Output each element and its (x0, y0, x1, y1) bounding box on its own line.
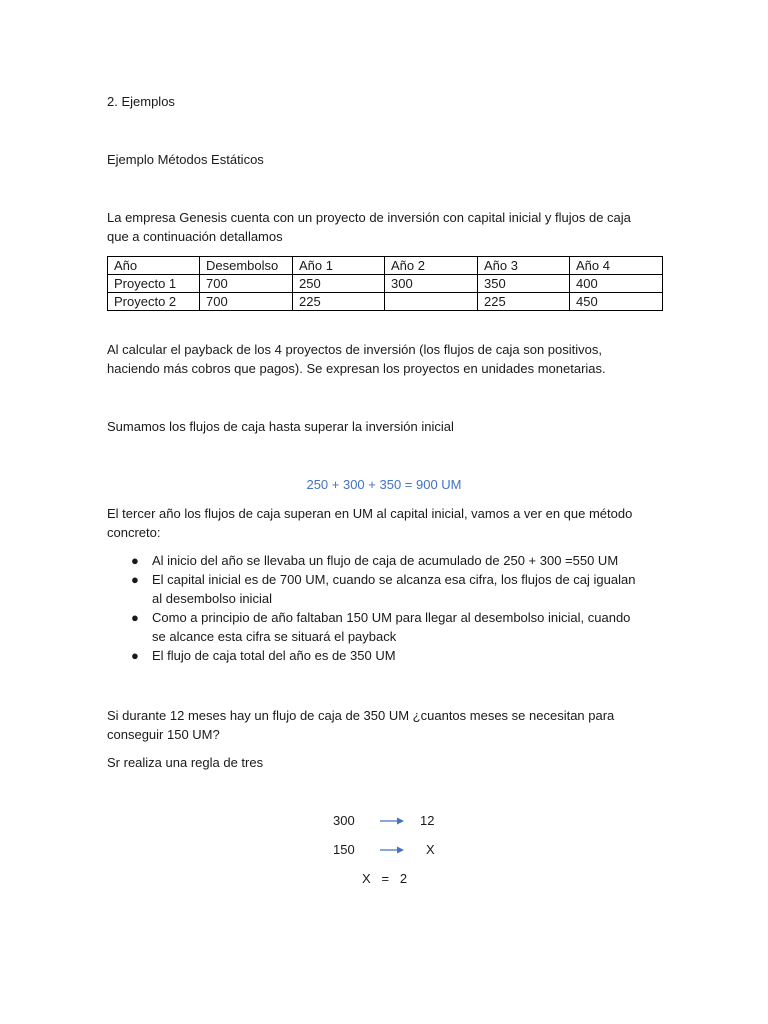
table-cell: 225 (293, 293, 385, 311)
table-cell: 450 (570, 293, 663, 311)
table-cell: 400 (570, 275, 663, 293)
list-item-text: Como a principio de año faltaban 150 UM para llegar al desembolso inicial, cuando se alcance esta cifra se situará el payback (152, 610, 631, 644)
rule-left-value: 300 (333, 813, 355, 828)
list-item-text: El capital inicial es de 700 UM, cuando se alcanza esa cifra, los flujos de caj igualan al desembolso inicial (152, 572, 636, 606)
rule-result: X = 2 (362, 871, 408, 886)
list-item-text: Al inicio del año se llevaba un flujo de caja de acumulado de 250 + 300 =550 UM (152, 553, 619, 568)
table-cell: 225 (478, 293, 570, 311)
list-item (107, 551, 647, 570)
rule-row-2 (0, 840, 768, 860)
rule-right-value: 12 (420, 813, 435, 828)
table-header-cell: Año (108, 257, 200, 275)
table-row (108, 293, 663, 311)
list-item-text: El flujo de caja total del año es de 350 UM (152, 648, 396, 663)
table-cell: 350 (478, 275, 570, 293)
list-item (107, 646, 647, 665)
explanation-list (107, 551, 647, 665)
table-cell: Proyecto 2 (108, 293, 200, 311)
table-header-cell: Año 3 (478, 257, 570, 275)
table-header-cell: Desembolso (200, 257, 293, 275)
table-cell: 250 (293, 275, 385, 293)
rule-left-value: 150 (333, 842, 355, 857)
bullet-icon: ● (131, 572, 139, 587)
table-header-cell: Año 2 (385, 257, 478, 275)
rule-right-value: X (426, 842, 435, 857)
sum-formula: 250 + 300 + 350 = 900 UM (306, 477, 462, 492)
bullet-icon: ● (131, 648, 139, 663)
section-title: 2. Ejemplos (107, 94, 175, 109)
list-item (107, 570, 647, 608)
sum-paragraph: Sumamos los flujos de caja hasta superar la inversión inicial (107, 419, 454, 434)
arrow-right-icon (379, 843, 405, 857)
question-paragraph: Si durante 12 meses hay un flujo de caja de 350 UM ¿cuantos meses se necesitan para conseguir 150 UM? (107, 708, 615, 742)
table-header-cell: Año 1 (293, 257, 385, 275)
bullet-icon: ● (131, 553, 139, 568)
cash-flow-table (107, 256, 663, 311)
bullet-icon: ● (131, 610, 139, 625)
table-row (108, 275, 663, 293)
table-header-cell: Año 4 (570, 257, 663, 275)
rule-row-1 (0, 811, 768, 831)
payback-paragraph: Al calcular el payback de los 4 proyectos de inversión (los flujos de caja son positivos, haciendo más cobros que pagos). Se expresan los proyectos en unidades monetarias. (107, 342, 606, 376)
table-cell: 700 (200, 293, 293, 311)
list-item (107, 608, 647, 646)
intro-paragraph: La empresa Genesis cuenta con un proyecto de inversión con capital inicial y flujos de caja que a continuación detallamos (107, 210, 631, 244)
table-cell: 700 (200, 275, 293, 293)
table-cell: 300 (385, 275, 478, 293)
table-cell: Proyecto 1 (108, 275, 200, 293)
example-subtitle: Ejemplo Métodos Estáticos (107, 152, 264, 167)
rule-intro: Sr realiza una regla de tres (107, 755, 264, 770)
arrow-right-icon (379, 814, 405, 828)
table-header-row (108, 257, 663, 275)
table-cell (385, 293, 478, 311)
third-year-paragraph: El tercer año los flujos de caja superan en UM al capital inicial, vamos a ver en que método concreto: (107, 506, 633, 540)
